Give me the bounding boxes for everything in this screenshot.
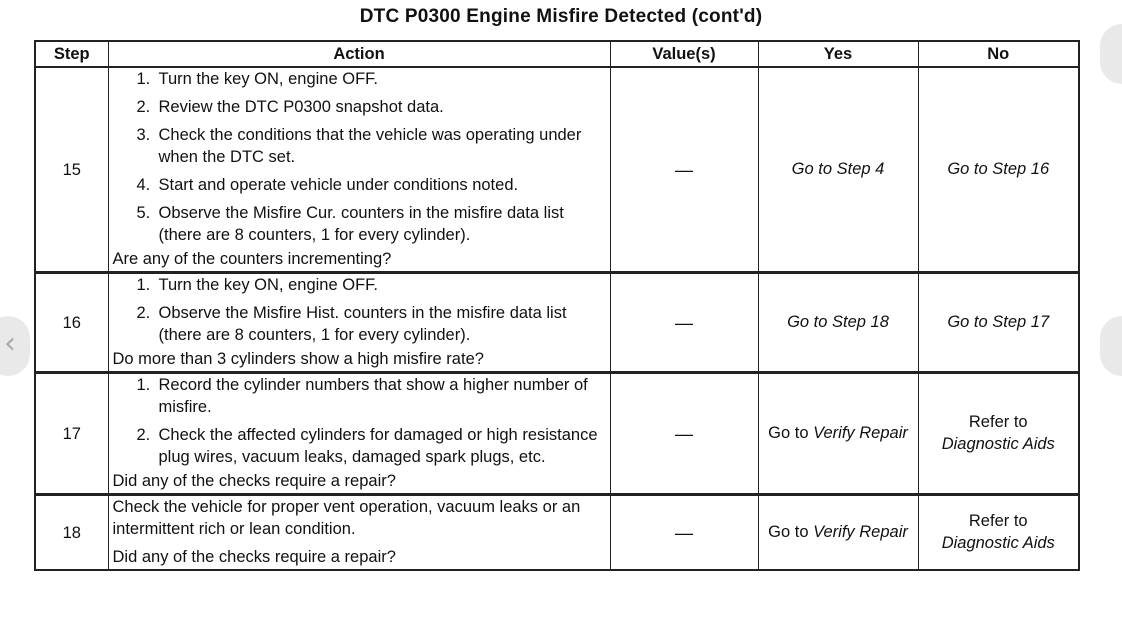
action-list bbox=[113, 274, 606, 346]
yes-cell[interactable]: Go to Step 4 bbox=[758, 67, 918, 273]
table-row-step-15 bbox=[35, 67, 1079, 273]
step-number: 17 bbox=[35, 373, 108, 495]
header-yes: Yes bbox=[758, 41, 918, 67]
action-cell bbox=[108, 67, 610, 273]
action-item: 3. Check the conditions that the vehicle was operating under when the DTC set. bbox=[136, 126, 582, 166]
action-list bbox=[113, 68, 606, 246]
no-prefix: Refer to bbox=[968, 413, 1028, 431]
yes-prefix: Go to bbox=[768, 424, 809, 442]
diagnostic-aids-link[interactable]: Diagnostic Aids bbox=[941, 435, 1055, 453]
value-cell: — bbox=[610, 373, 758, 495]
next-page-button[interactable] bbox=[1100, 24, 1122, 84]
page-title: DTC P0300 Engine Misfire Detected (cont'd) bbox=[359, 6, 763, 27]
action-list bbox=[113, 374, 606, 468]
verify-repair-link[interactable]: Verify Repair bbox=[813, 523, 908, 541]
action-question: Are any of the counters incrementing? bbox=[112, 250, 392, 268]
table-row-step-17 bbox=[35, 373, 1079, 495]
action-item: 2. Check the affected cylinders for damaged or high resistance plug wires, vacuum leaks, damaged spark plugs, etc. bbox=[136, 426, 598, 466]
value-cell: — bbox=[610, 67, 758, 273]
action-cell bbox=[108, 495, 610, 571]
action-item: 5. Observe the Misfire Cur. counters in the misfire data list (there are 8 counters, 1 for every cylinder). bbox=[136, 204, 564, 244]
action-item: 1. Record the cylinder numbers that show a higher number of misfire. bbox=[136, 376, 588, 416]
table-header-row bbox=[35, 41, 1079, 67]
action-text: Check the vehicle for proper vent operation, vacuum leaks or an intermittent rich or lean condition. bbox=[112, 498, 581, 538]
yes-cell[interactable] bbox=[758, 495, 918, 571]
header-step: Step bbox=[35, 41, 108, 67]
no-prefix: Refer to bbox=[968, 512, 1028, 530]
header-no: No bbox=[918, 41, 1079, 67]
verify-repair-link[interactable]: Verify Repair bbox=[813, 424, 908, 442]
value-cell: — bbox=[610, 495, 758, 571]
yes-cell[interactable]: Go to Step 18 bbox=[758, 273, 918, 373]
action-question: Did any of the checks require a repair? bbox=[112, 472, 396, 490]
action-cell bbox=[108, 273, 610, 373]
value-cell: — bbox=[610, 273, 758, 373]
next-page-button-lower[interactable] bbox=[1100, 316, 1122, 376]
action-question: Did any of the checks require a repair? bbox=[112, 548, 396, 566]
action-item: 4. Start and operate vehicle under conditions noted. bbox=[136, 176, 519, 194]
action-cell bbox=[108, 373, 610, 495]
diagnostic-aids-link[interactable]: Diagnostic Aids bbox=[941, 534, 1055, 552]
diagnostic-table bbox=[34, 40, 1080, 571]
table-row-step-18 bbox=[35, 495, 1079, 571]
step-number: 15 bbox=[35, 67, 108, 273]
step-number: 18 bbox=[35, 495, 108, 571]
action-item: 1. Turn the key ON, engine OFF. bbox=[136, 276, 378, 294]
yes-cell[interactable] bbox=[758, 373, 918, 495]
step-number: 16 bbox=[35, 273, 108, 373]
header-action: Action bbox=[108, 41, 610, 67]
no-cell[interactable]: Go to Step 17 bbox=[918, 273, 1079, 373]
yes-prefix: Go to bbox=[768, 523, 809, 541]
action-item: 2. Observe the Misfire Hist. counters in the misfire data list (there are 8 counters, 1 for every cylinder). bbox=[136, 304, 567, 344]
chevron-left-icon: ‹ bbox=[4, 326, 16, 361]
no-cell[interactable] bbox=[918, 373, 1079, 495]
prev-page-button[interactable] bbox=[0, 316, 30, 376]
no-cell[interactable]: Go to Step 16 bbox=[918, 67, 1079, 273]
action-item: 1. Turn the key ON, engine OFF. bbox=[136, 70, 378, 88]
action-item: 2. Review the DTC P0300 snapshot data. bbox=[136, 98, 444, 116]
no-cell[interactable] bbox=[918, 495, 1079, 571]
table-row-step-16 bbox=[35, 273, 1079, 373]
header-values: Value(s) bbox=[610, 41, 758, 67]
action-question: Do more than 3 cylinders show a high misfire rate? bbox=[112, 350, 484, 368]
